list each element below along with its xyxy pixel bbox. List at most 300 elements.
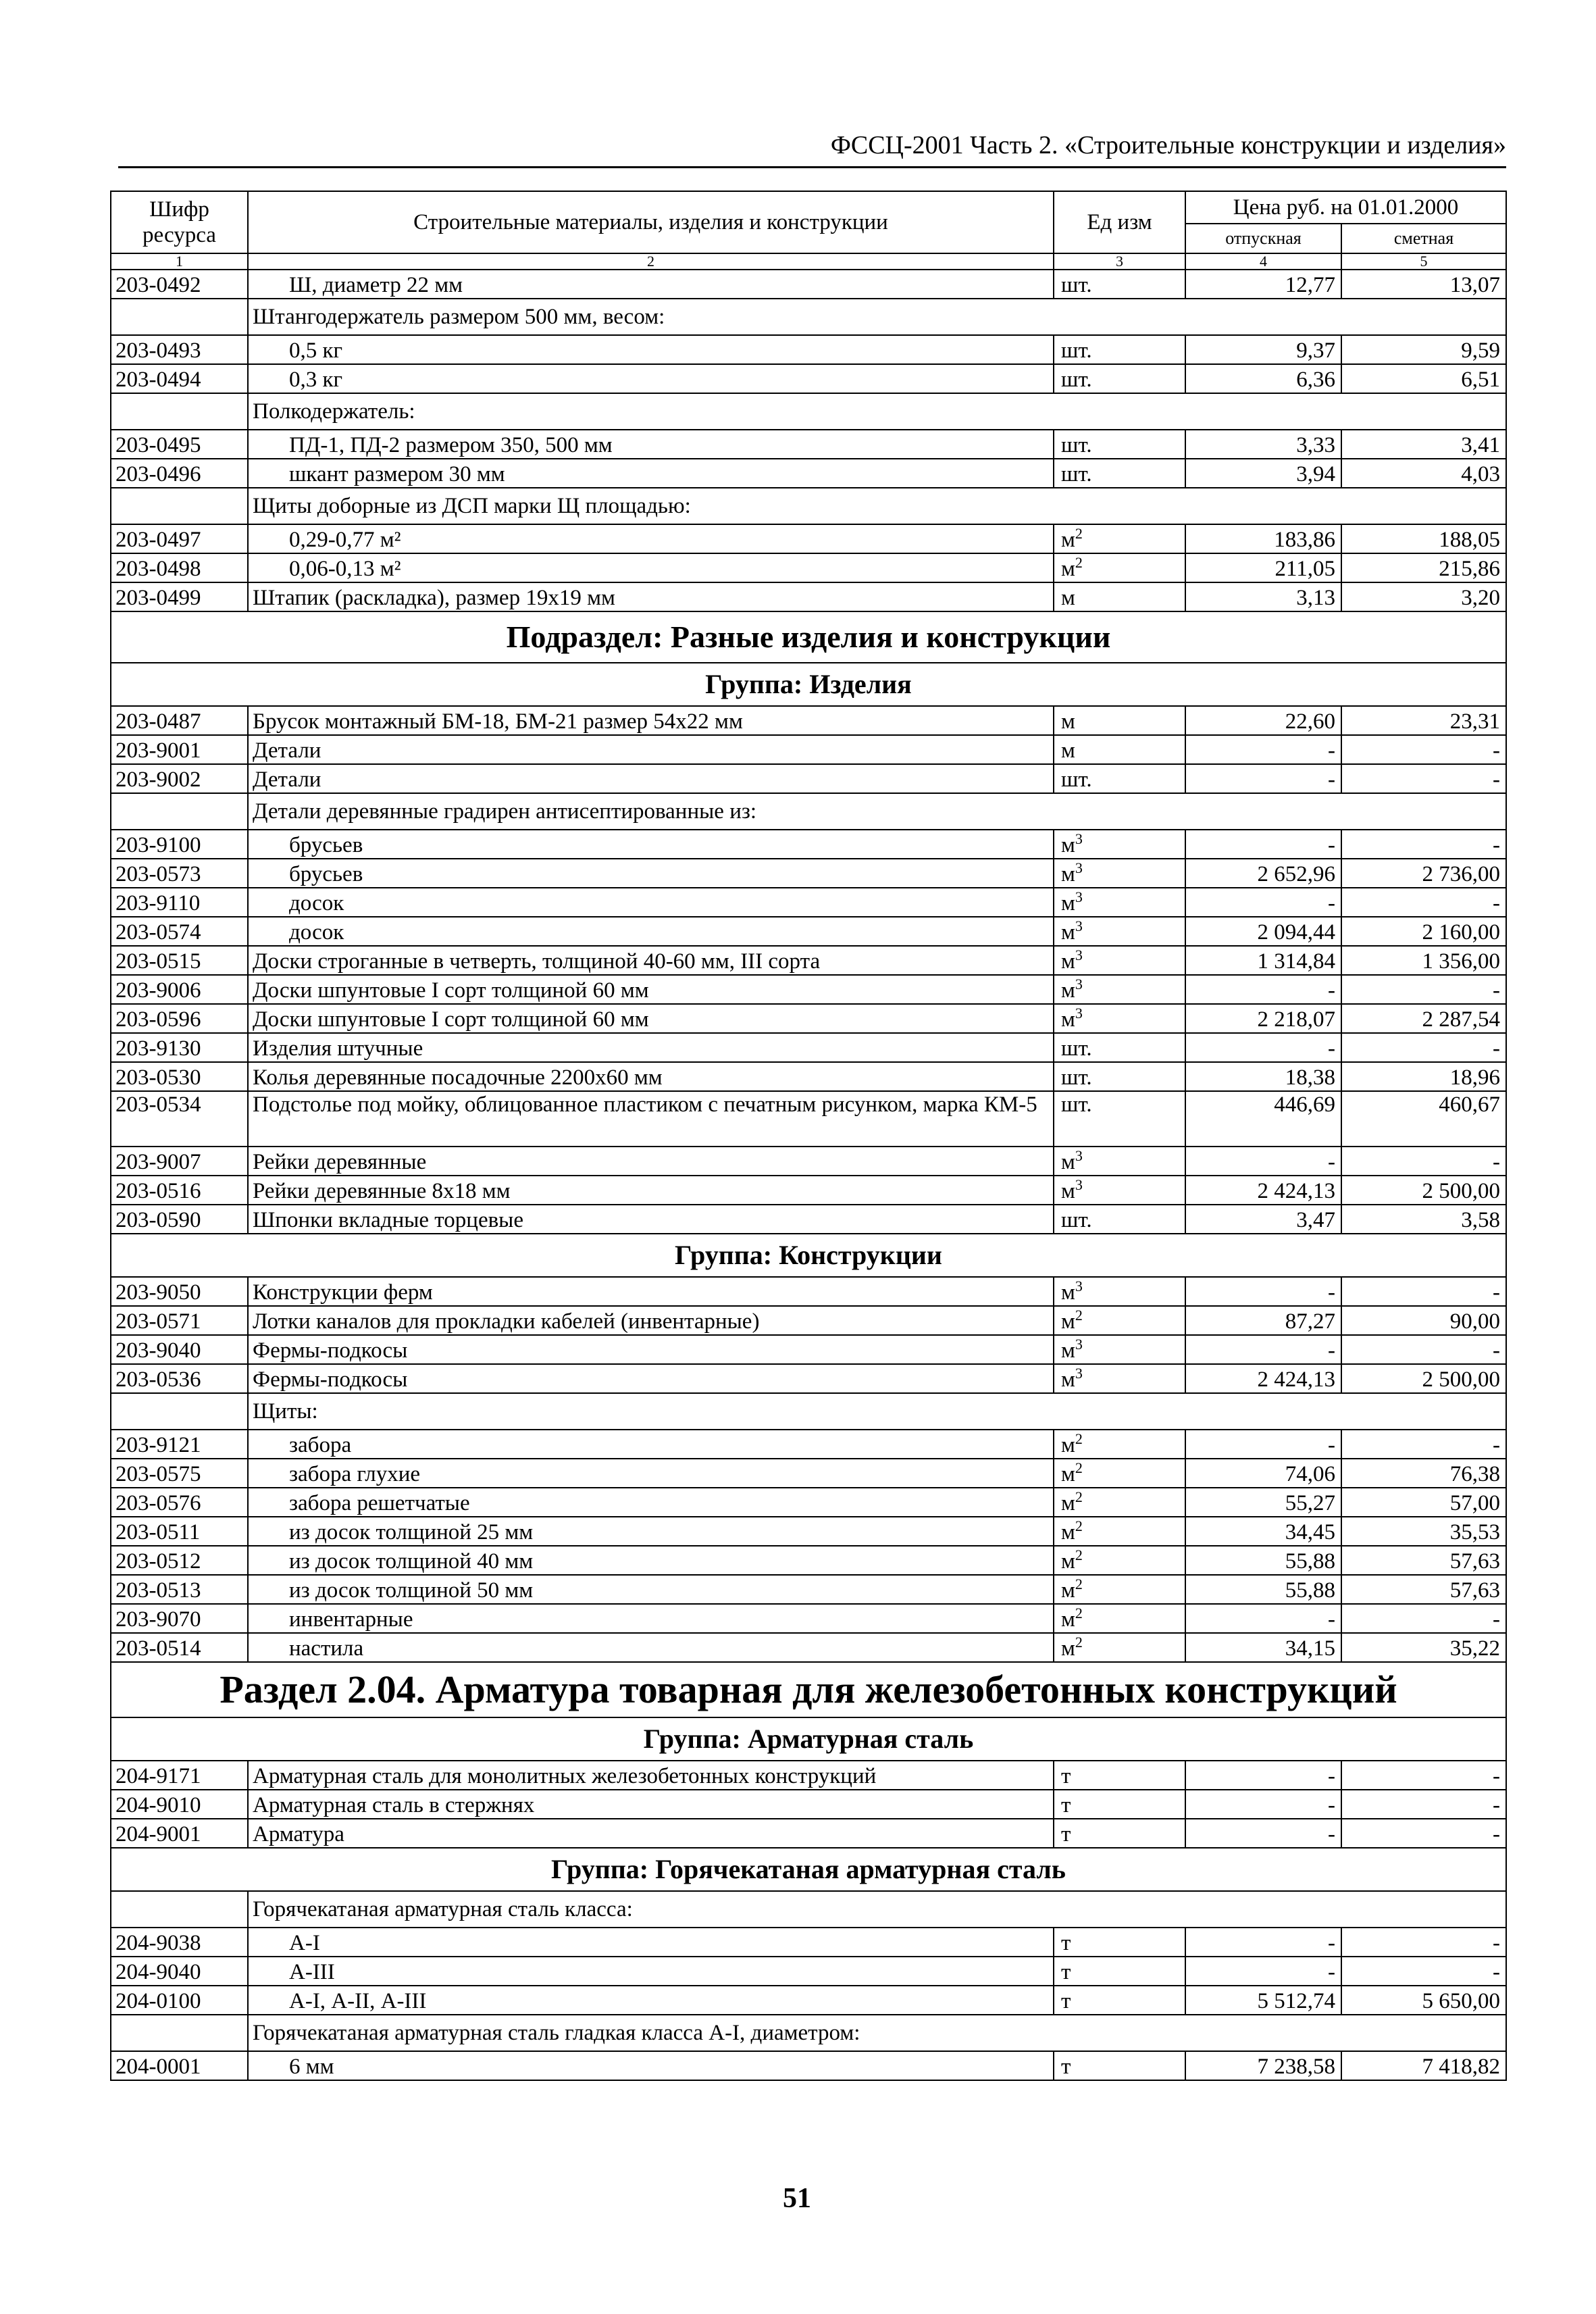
unit-text: шт.: [1061, 1036, 1092, 1061]
estimate-price: 57,63: [1341, 1575, 1506, 1604]
unit-exponent: 3: [1075, 830, 1083, 847]
unit-cell: [1054, 1430, 1185, 1459]
unit-exponent: 2: [1075, 554, 1083, 571]
item-name: Детали: [248, 735, 1054, 764]
estimate-price: -: [1341, 1928, 1506, 1957]
unit-cell: [1054, 1575, 1185, 1604]
wholesale-price: -: [1185, 1790, 1341, 1819]
item-name: Доски шпунтовые I сорт толщиной 60 мм: [248, 1004, 1054, 1033]
unit-text: т: [1061, 1764, 1071, 1788]
item-name: Изделия штучные: [248, 1033, 1054, 1062]
empty-code-cell: [111, 1393, 248, 1430]
unit-cell: [1054, 706, 1185, 735]
table-row: [111, 764, 1506, 793]
item-name: забора: [248, 1430, 1054, 1459]
estimate-price: 2 287,54: [1341, 1004, 1506, 1033]
resource-code: 203-0496: [111, 459, 248, 488]
resource-code: 203-0493: [111, 335, 248, 364]
unit-cell: [1054, 1335, 1185, 1364]
item-name: забора решетчатые: [248, 1488, 1054, 1517]
item-name: Рейки деревянные: [248, 1147, 1054, 1176]
unit-exponent: 3: [1075, 1005, 1083, 1022]
unit-cell: [1054, 888, 1185, 917]
resource-code: 203-0492: [111, 270, 248, 299]
item-name: Конструкции ферм: [248, 1277, 1054, 1306]
estimate-price: 9,59: [1341, 335, 1506, 364]
group-label: Полкодержатель:: [248, 393, 1506, 430]
unit-cell: [1054, 1761, 1185, 1790]
item-name: Доски шпунтовые I сорт толщиной 60 мм: [248, 975, 1054, 1004]
table-row: [111, 1277, 1506, 1306]
item-name: брусьев: [248, 859, 1054, 888]
unit-text: м: [1061, 1007, 1075, 1032]
unit-text: т: [1061, 1793, 1071, 1817]
item-name: ПД-1, ПД-2 размером 350, 500 мм: [248, 430, 1054, 459]
unit-text: м: [1061, 1462, 1075, 1486]
table-row: [111, 1459, 1506, 1488]
resource-code: 203-9002: [111, 764, 248, 793]
table-row: [111, 946, 1506, 975]
resource-code: 203-0498: [111, 553, 248, 582]
table-row: [111, 1986, 1506, 2015]
table-row: [111, 335, 1506, 364]
estimate-price: 57,00: [1341, 1488, 1506, 1517]
wholesale-price: 183,86: [1185, 524, 1341, 553]
col-index: 1: [111, 253, 248, 270]
estimate-price: -: [1341, 1761, 1506, 1790]
unit-exponent: 2: [1075, 525, 1083, 542]
estimate-price: 57,63: [1341, 1546, 1506, 1575]
group-label: Горячекатаная арматурная сталь гладкая класса А-I, диаметром:: [248, 2015, 1506, 2051]
wholesale-price: -: [1185, 1957, 1341, 1986]
item-name: досок: [248, 888, 1054, 917]
page-number: 51: [783, 2183, 811, 2214]
resource-code: 203-9040: [111, 1335, 248, 1364]
wholesale-price: 446,69: [1185, 1091, 1341, 1147]
unit-cell: [1054, 1957, 1185, 1986]
group-label-row: [111, 2015, 1506, 2051]
group-label: Детали деревянные градирен антисептированные из:: [248, 793, 1506, 830]
item-name: из досок толщиной 25 мм: [248, 1517, 1054, 1546]
table-row: [111, 1004, 1506, 1033]
estimate-price: 2 500,00: [1341, 1364, 1506, 1393]
item-name: Шпонки вкладные торцевые: [248, 1205, 1054, 1234]
estimate-price: -: [1341, 1430, 1506, 1459]
estimate-price: 5 650,00: [1341, 1986, 1506, 2015]
table-row: [111, 430, 1506, 459]
item-name: А-I, А-II, А-III: [248, 1986, 1054, 2015]
wholesale-price: -: [1185, 764, 1341, 793]
unit-text: м: [1061, 1491, 1075, 1515]
group-title: Группа: Конструкции: [111, 1234, 1506, 1277]
wholesale-price: 6,36: [1185, 364, 1341, 393]
table-row: [111, 1517, 1506, 1546]
unit-cell: [1054, 524, 1185, 553]
unit-exponent: 2: [1075, 1488, 1083, 1505]
wholesale-price: 3,47: [1185, 1205, 1341, 1234]
unit-exponent: 3: [1075, 947, 1083, 963]
table-head: [111, 191, 1506, 270]
resource-code: 203-0495: [111, 430, 248, 459]
estimate-price: 35,53: [1341, 1517, 1506, 1546]
resource-code: 203-0575: [111, 1459, 248, 1488]
table-row: [111, 1062, 1506, 1091]
table-row: [111, 888, 1506, 917]
table-row: [111, 1761, 1506, 1790]
table-row: [111, 1546, 1506, 1575]
wholesale-price: -: [1185, 830, 1341, 859]
table-row: [111, 1633, 1506, 1662]
wholesale-price: -: [1185, 1335, 1341, 1364]
table-row: [111, 1957, 1506, 1986]
table-row: [111, 859, 1506, 888]
unit-exponent: 2: [1075, 1307, 1083, 1324]
unit-text: т: [1061, 1989, 1071, 2013]
resource-code: 203-9007: [111, 1147, 248, 1176]
unit-cell: [1054, 735, 1185, 764]
unit-text: шт.: [1061, 1065, 1092, 1090]
item-name: Подстолье под мойку, облицованное пластиком с печатным рисунком, марка КМ-5: [248, 1091, 1054, 1147]
table-row: [111, 1176, 1506, 1205]
table-row: [111, 524, 1506, 553]
col-unit-header: Ед изм: [1054, 191, 1185, 253]
price-group-header: Цена руб. на 01.01.2000: [1185, 191, 1506, 224]
col-code-header: Шифр ресурса: [111, 191, 248, 253]
wholesale-price: -: [1185, 735, 1341, 764]
group-label-row: [111, 1891, 1506, 1928]
empty-code-cell: [111, 488, 248, 524]
unit-text: м: [1061, 1309, 1075, 1334]
item-name: забора глухие: [248, 1459, 1054, 1488]
unit-cell: [1054, 1986, 1185, 2015]
estimate-price: -: [1341, 1147, 1506, 1176]
unit-text: м: [1061, 1636, 1075, 1661]
item-name: Ш, диаметр 22 мм: [248, 270, 1054, 299]
wholesale-price: -: [1185, 1430, 1341, 1459]
resource-code: 203-0511: [111, 1517, 248, 1546]
wholesale-price: -: [1185, 1277, 1341, 1306]
wholesale-price: -: [1185, 1819, 1341, 1848]
running-header: ФССЦ-2001 Часть 2. «Строительные конструкции и изделия»: [830, 131, 1506, 159]
unit-text: т: [1061, 1822, 1071, 1846]
wholesale-price: 55,27: [1185, 1488, 1341, 1517]
estimate-price: 3,58: [1341, 1205, 1506, 1234]
col-estimate-header: сметная: [1341, 224, 1506, 253]
resource-code: 204-9010: [111, 1790, 248, 1819]
estimate-price: 6,51: [1341, 364, 1506, 393]
estimate-price: 1 356,00: [1341, 946, 1506, 975]
unit-text: шт.: [1061, 1208, 1092, 1232]
unit-cell: [1054, 1306, 1185, 1335]
unit-cell: [1054, 1176, 1185, 1205]
unit-cell: [1054, 459, 1185, 488]
wholesale-price: 5 512,74: [1185, 1986, 1341, 2015]
wholesale-price: 22,60: [1185, 706, 1341, 735]
item-name: Детали: [248, 764, 1054, 793]
wholesale-price: -: [1185, 1928, 1341, 1957]
item-name: 0,5 кг: [248, 335, 1054, 364]
unit-cell: [1054, 1546, 1185, 1575]
wholesale-price: 7 238,58: [1185, 2051, 1341, 2080]
unit-text: м: [1061, 557, 1075, 581]
subsection-row: [111, 611, 1506, 663]
resource-code: 203-9050: [111, 1277, 248, 1306]
item-name: Рейки деревянные 8x18 мм: [248, 1176, 1054, 1205]
subsection-title: Подраздел: Разные изделия и конструкции: [111, 611, 1506, 663]
unit-text: м: [1061, 1150, 1075, 1174]
unit-cell: [1054, 830, 1185, 859]
unit-text: шт.: [1061, 462, 1092, 486]
estimate-price: 215,86: [1341, 553, 1506, 582]
unit-text: т: [1061, 2055, 1071, 2079]
estimate-price: 188,05: [1341, 524, 1506, 553]
col-index: 3: [1054, 253, 1185, 270]
unit-exponent: 3: [1075, 1176, 1083, 1193]
group-row: [111, 663, 1506, 706]
unit-cell: [1054, 582, 1185, 611]
section-row: [111, 1662, 1506, 1717]
estimate-price: 3,20: [1341, 582, 1506, 611]
resource-code: 203-9001: [111, 735, 248, 764]
resource-code: 203-0497: [111, 524, 248, 553]
unit-cell: [1054, 1517, 1185, 1546]
resource-code: 204-9040: [111, 1957, 248, 1986]
resource-code: 203-9130: [111, 1033, 248, 1062]
resource-code: 203-0514: [111, 1633, 248, 1662]
table-body: [111, 270, 1506, 2080]
item-name: настила: [248, 1633, 1054, 1662]
item-name: Арматурная сталь для монолитных железобетонных конструкций: [248, 1761, 1054, 1790]
empty-code-cell: [111, 1891, 248, 1928]
unit-text: шт.: [1061, 273, 1092, 297]
unit-cell: [1054, 1604, 1185, 1633]
resource-code: 203-0571: [111, 1306, 248, 1335]
section-title: Раздел 2.04. Арматура товарная для железобетонных конструкций: [111, 1662, 1506, 1717]
unit-exponent: 2: [1075, 1546, 1083, 1563]
resource-code: 203-9121: [111, 1430, 248, 1459]
item-name: А-III: [248, 1957, 1054, 1986]
group-title: Группа: Арматурная сталь: [111, 1717, 1506, 1761]
unit-text: м: [1061, 709, 1075, 734]
empty-code-cell: [111, 793, 248, 830]
unit-text: м: [1061, 862, 1075, 886]
wholesale-price: 2 424,13: [1185, 1176, 1341, 1205]
wholesale-price: 3,33: [1185, 430, 1341, 459]
unit-exponent: 2: [1075, 1576, 1083, 1592]
resource-code: 204-0100: [111, 1986, 248, 2015]
unit-text: м: [1061, 978, 1075, 1003]
table-row: [111, 270, 1506, 299]
resource-code: 204-9038: [111, 1928, 248, 1957]
unit-text: м: [1061, 1607, 1075, 1632]
unit-exponent: 3: [1075, 976, 1083, 992]
group-label-row: [111, 393, 1506, 430]
table-row: [111, 706, 1506, 735]
item-name: Фермы-подкосы: [248, 1335, 1054, 1364]
wholesale-price: -: [1185, 888, 1341, 917]
item-name: Арматура: [248, 1819, 1054, 1848]
item-name: Лотки каналов для прокладки кабелей (инвентарные): [248, 1306, 1054, 1335]
unit-exponent: 3: [1075, 888, 1083, 905]
resource-code: 203-0516: [111, 1176, 248, 1205]
estimate-price: -: [1341, 1790, 1506, 1819]
unit-text: м: [1061, 891, 1075, 915]
table-row: [111, 1205, 1506, 1234]
estimate-price: -: [1341, 888, 1506, 917]
table-row: [111, 1575, 1506, 1604]
group-label-row: [111, 488, 1506, 524]
unit-cell: [1054, 1819, 1185, 1848]
table-row: [111, 975, 1506, 1004]
wholesale-price: -: [1185, 1147, 1341, 1176]
group-row: [111, 1848, 1506, 1891]
item-name: Брусок монтажный БМ-18, БМ-21 размер 54x22 мм: [248, 706, 1054, 735]
empty-code-cell: [111, 2015, 248, 2051]
unit-exponent: 3: [1075, 917, 1083, 934]
unit-text: м: [1061, 1338, 1075, 1363]
wholesale-price: 2 094,44: [1185, 917, 1341, 946]
wholesale-price: -: [1185, 975, 1341, 1004]
item-name: А-I: [248, 1928, 1054, 1957]
estimate-price: 13,07: [1341, 270, 1506, 299]
wholesale-price: -: [1185, 1604, 1341, 1633]
table-row: [111, 582, 1506, 611]
unit-exponent: 3: [1075, 1336, 1083, 1353]
estimate-price: -: [1341, 975, 1506, 1004]
unit-cell: [1054, 917, 1185, 946]
price-table: [110, 191, 1507, 2081]
estimate-price: 4,03: [1341, 459, 1506, 488]
item-name: из досок толщиной 50 мм: [248, 1575, 1054, 1604]
item-name: досок: [248, 917, 1054, 946]
wholesale-price: 3,94: [1185, 459, 1341, 488]
unit-cell: [1054, 1364, 1185, 1393]
empty-code-cell: [111, 299, 248, 335]
unit-cell: [1054, 1633, 1185, 1662]
resource-code: 203-0590: [111, 1205, 248, 1234]
resource-code: 203-0515: [111, 946, 248, 975]
group-label-row: [111, 299, 1506, 335]
estimate-price: 35,22: [1341, 1633, 1506, 1662]
unit-cell: [1054, 1062, 1185, 1091]
unit-text: м: [1061, 920, 1075, 945]
estimate-price: 2 160,00: [1341, 917, 1506, 946]
unit-cell: [1054, 764, 1185, 793]
group-label-row: [111, 793, 1506, 830]
resource-code: 203-0499: [111, 582, 248, 611]
wholesale-price: 3,13: [1185, 582, 1341, 611]
header-rule: [118, 166, 1506, 168]
estimate-price: -: [1341, 1957, 1506, 1986]
estimate-price: -: [1341, 1819, 1506, 1848]
group-row: [111, 1717, 1506, 1761]
resource-code: 204-9001: [111, 1819, 248, 1848]
estimate-price: 3,41: [1341, 430, 1506, 459]
wholesale-price: 55,88: [1185, 1546, 1341, 1575]
col-wholesale-header: отпускная: [1185, 224, 1341, 253]
resource-code: 203-0574: [111, 917, 248, 946]
resource-code: 203-0573: [111, 859, 248, 888]
item-name: из досок толщиной 40 мм: [248, 1546, 1054, 1575]
unit-text: т: [1061, 1960, 1071, 1984]
resource-code: 203-9110: [111, 888, 248, 917]
table-row: [111, 1033, 1506, 1062]
item-name: брусьев: [248, 830, 1054, 859]
unit-exponent: 3: [1075, 859, 1083, 876]
item-name: 6 мм: [248, 2051, 1054, 2080]
unit-text: шт.: [1061, 338, 1092, 363]
wholesale-price: 34,45: [1185, 1517, 1341, 1546]
estimate-price: 7 418,82: [1341, 2051, 1506, 2080]
unit-text: м: [1061, 528, 1075, 552]
estimate-price: 90,00: [1341, 1306, 1506, 1335]
unit-text: м: [1061, 1179, 1075, 1203]
unit-cell: [1054, 553, 1185, 582]
group-row: [111, 1234, 1506, 1277]
table-row: [111, 1430, 1506, 1459]
unit-text: шт.: [1061, 768, 1092, 792]
group-label: Горячекатаная арматурная сталь класса:: [248, 1891, 1506, 1928]
unit-text: м: [1061, 1549, 1075, 1574]
unit-text: м: [1061, 1520, 1075, 1544]
resource-code: 203-9006: [111, 975, 248, 1004]
table-row: [111, 1147, 1506, 1176]
table-row: [111, 1364, 1506, 1393]
wholesale-price: 2 652,96: [1185, 859, 1341, 888]
unit-exponent: 2: [1075, 1459, 1083, 1476]
wholesale-price: 34,15: [1185, 1633, 1341, 1662]
item-name: Колья деревянные посадочные 2200x60 мм: [248, 1062, 1054, 1091]
table-row: [111, 1790, 1506, 1819]
col-index: 4: [1185, 253, 1341, 270]
unit-cell: [1054, 859, 1185, 888]
wholesale-price: 1 314,84: [1185, 946, 1341, 975]
unit-cell: [1054, 1459, 1185, 1488]
unit-cell: [1054, 270, 1185, 299]
unit-cell: [1054, 1147, 1185, 1176]
estimate-price: 2 500,00: [1341, 1176, 1506, 1205]
unit-text: шт.: [1061, 1092, 1092, 1117]
wholesale-price: 12,77: [1185, 270, 1341, 299]
resource-code: 204-9171: [111, 1761, 248, 1790]
unit-cell: [1054, 1488, 1185, 1517]
unit-text: т: [1061, 1931, 1071, 1955]
wholesale-price: 74,06: [1185, 1459, 1341, 1488]
item-name: Арматурная сталь в стержнях: [248, 1790, 1054, 1819]
unit-cell: [1054, 364, 1185, 393]
unit-text: м: [1061, 833, 1075, 857]
unit-text: шт.: [1061, 368, 1092, 392]
table-row: [111, 364, 1506, 393]
table-row: [111, 1306, 1506, 1335]
unit-cell: [1054, 430, 1185, 459]
group-label: Щиты доборные из ДСП марки Щ площадью:: [248, 488, 1506, 524]
wholesale-price: 2 424,13: [1185, 1364, 1341, 1393]
unit-cell: [1054, 1033, 1185, 1062]
wholesale-price: 55,88: [1185, 1575, 1341, 1604]
unit-cell: [1054, 1928, 1185, 1957]
resource-code: 203-9100: [111, 830, 248, 859]
estimate-price: 18,96: [1341, 1062, 1506, 1091]
wholesale-price: 211,05: [1185, 553, 1341, 582]
wholesale-price: -: [1185, 1761, 1341, 1790]
unit-cell: [1054, 1205, 1185, 1234]
unit-text: м: [1061, 738, 1075, 763]
item-name: шкант размером 30 мм: [248, 459, 1054, 488]
unit-exponent: 3: [1075, 1278, 1083, 1294]
estimate-price: -: [1341, 1604, 1506, 1633]
item-name: 0,29-0,77 м²: [248, 524, 1054, 553]
